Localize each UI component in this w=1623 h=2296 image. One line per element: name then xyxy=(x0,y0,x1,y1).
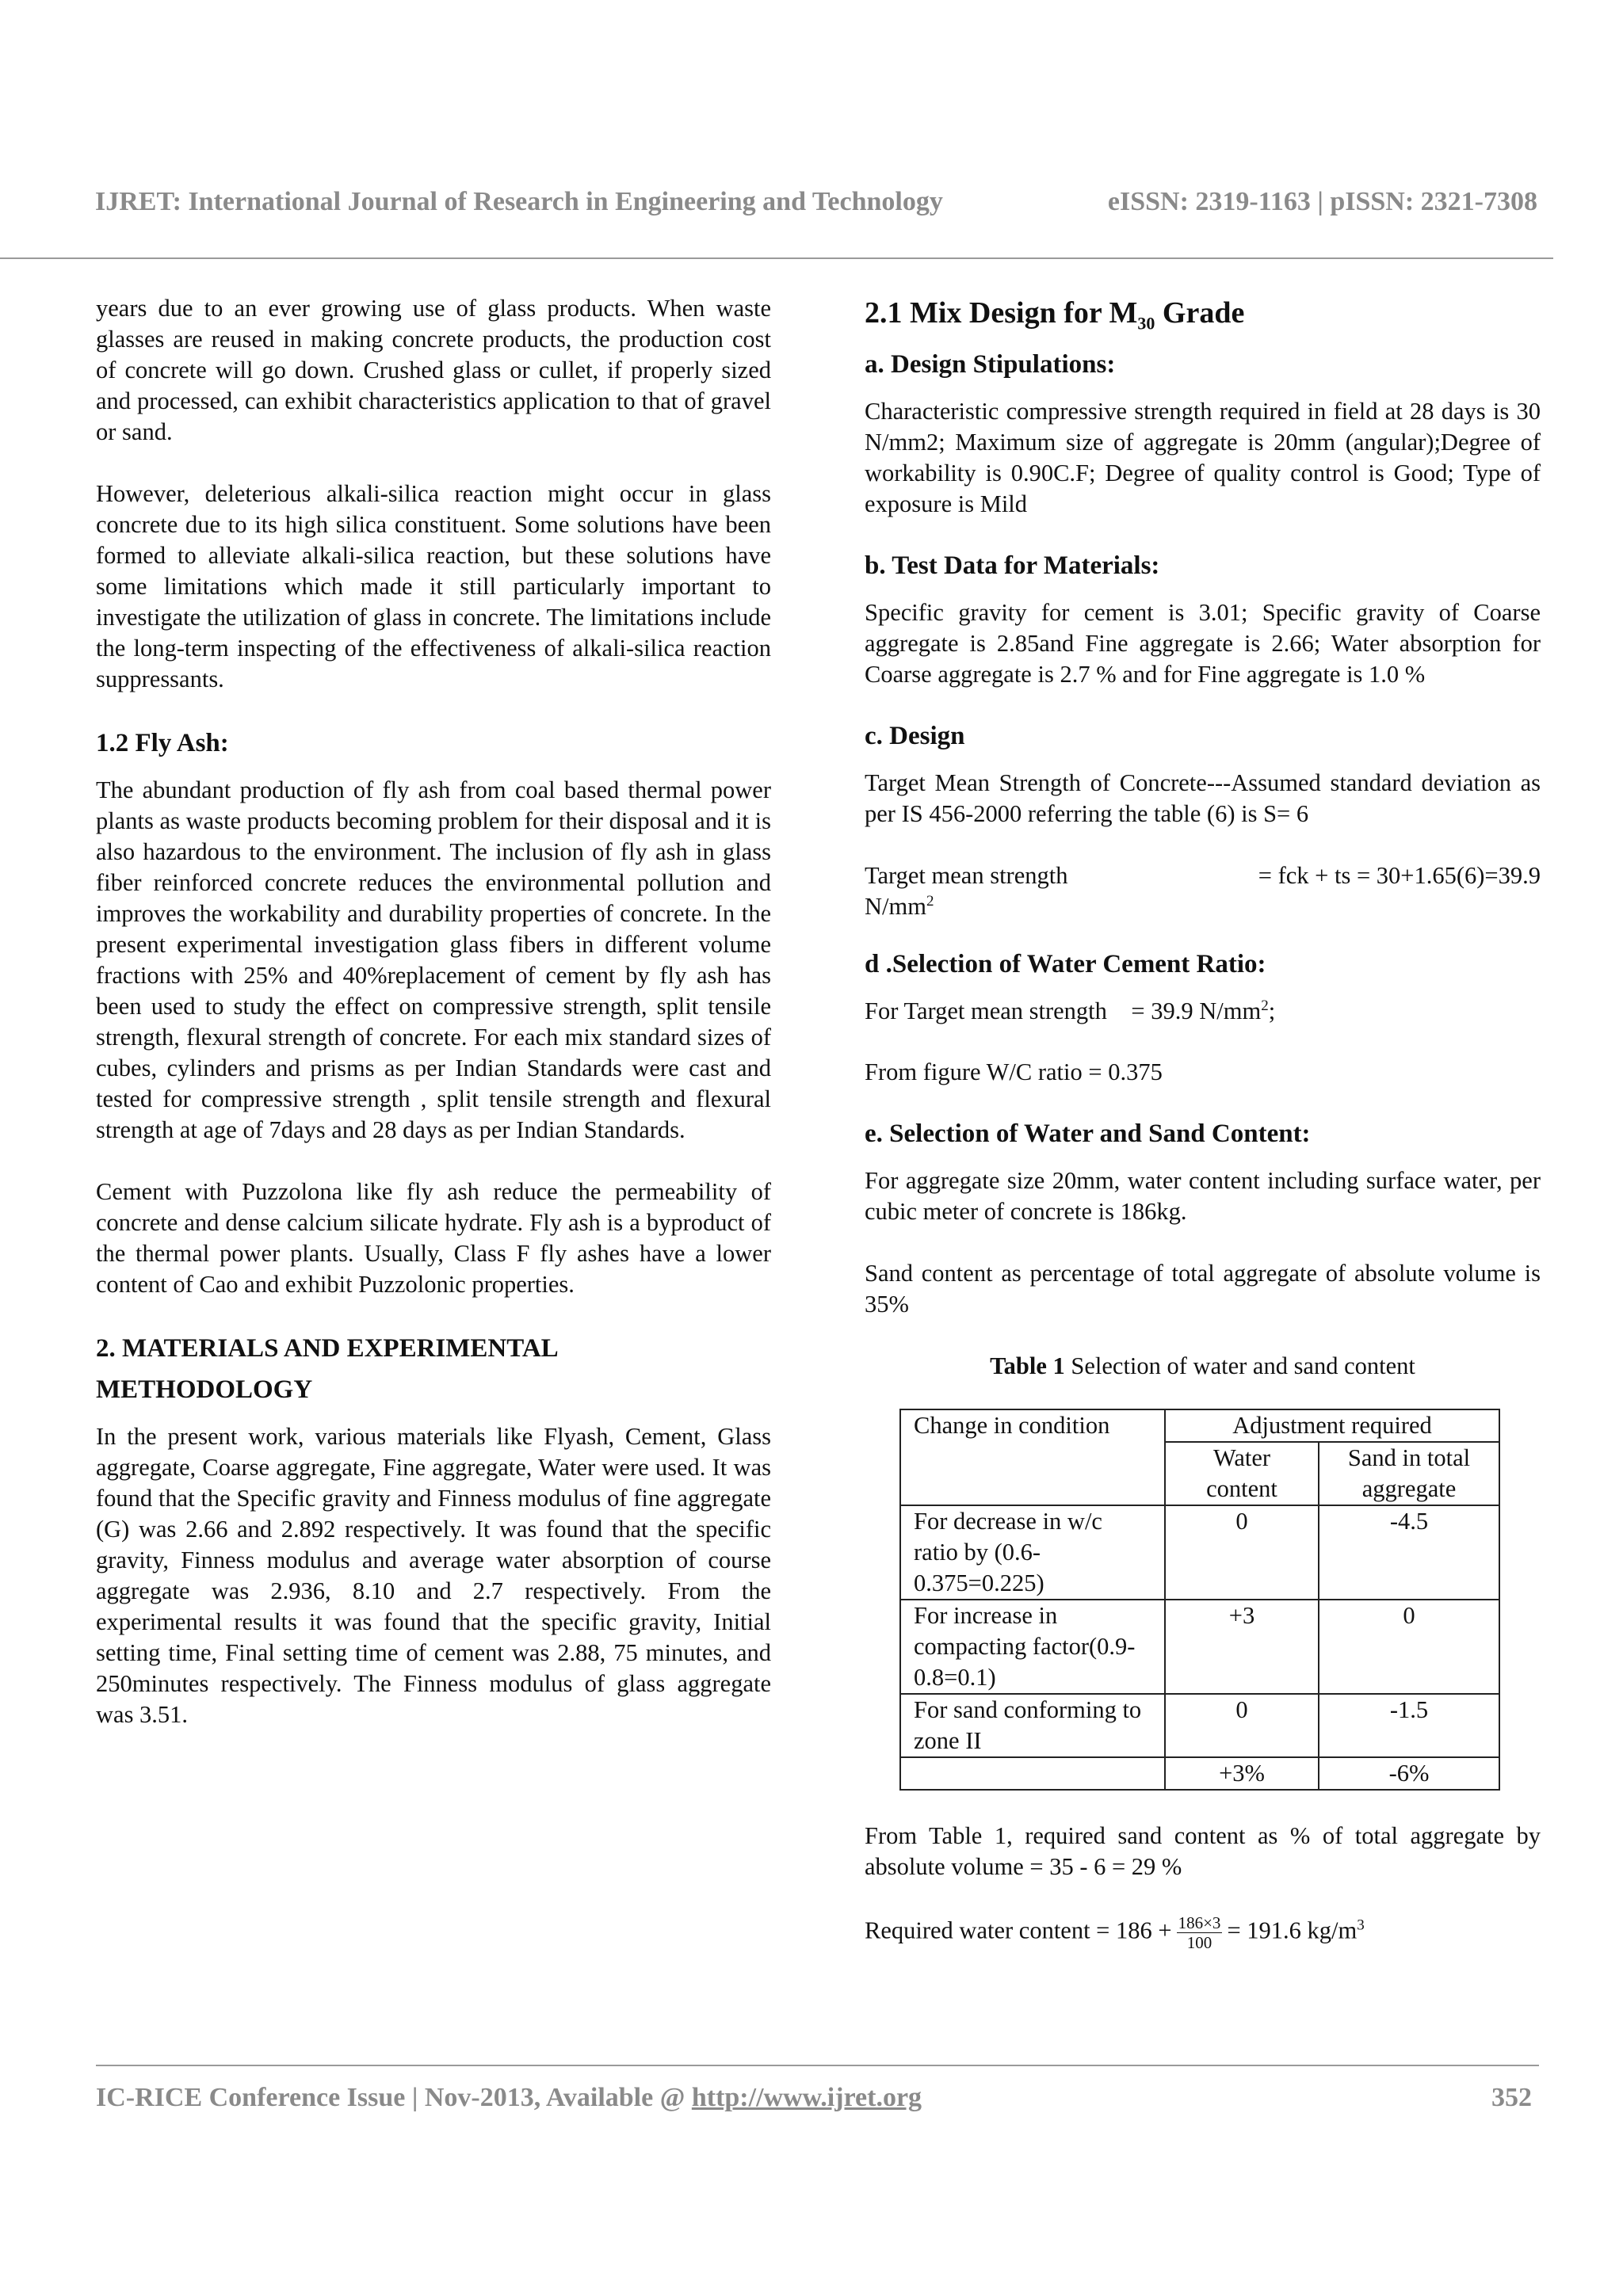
tms-label: Target mean strength xyxy=(865,862,1068,889)
paragraph-fly-ash: The abundant production of fly ash from coal based thermal power plants as waste products becoming problem for their disposal and it is also hazardous to the environment. The inclusion of fly ash in glass fiber reinforced concrete reduces the environmental pollution and improves the workability and durability properties of concrete. In the present experimental investigation glass fibers in different volume fractions with 25% and 40%replacement of cement by fly ash has been used to study the effect on compressive strength, split tensile strength, flexural strength of concrete. For each mix standard sizes of cubes, cylinders and prisms as per Indian Standards were cast and tested for compressive strength , split tensile strength and flexural strength at age of 7days and 28 days as per Indian Standards. xyxy=(96,776,771,1143)
table-cell-condition: For sand conforming to zone II xyxy=(900,1694,1165,1757)
table-cell-condition: For increase in compacting factor(0.9-0.8=0.1) xyxy=(900,1600,1165,1694)
heading-test-data: b. Test Data for Materials: xyxy=(865,551,1160,580)
heading-water-cement-ratio: d .Selection of Water Cement Ratio: xyxy=(865,950,1266,978)
heading-mix-design: 2.1 Mix Design for $M_{30}$ Grade xyxy=(865,296,1245,334)
table-header-water: Water content xyxy=(1165,1442,1319,1505)
issn-info: eISSN: 2319-1163 | pISSN: 2321-7308 xyxy=(1107,187,1537,216)
table-water-sand xyxy=(899,1409,1500,1791)
paragraph-required-sand: From Table 1, required sand content as % of total aggregate by absolute volume = 35 - 6 = 29 % xyxy=(865,1822,1541,1880)
paragraph-alkali-silica: However, deleterious alkali-silica reaction might occur in glass concrete due to its high silica constituent. Some solutions have been formed to alleviate alkali-silica reaction, but these solutions have some limitations which made it still particularly important to investigate the utilization of glass in concrete. The limitations include the long-term inspecting of the effectiveness of alkali-silica reaction suppressants. xyxy=(96,480,771,692)
paragraph-sand-content: Sand content as percentage of total aggregate of absolute volume is 35% xyxy=(865,1260,1541,1318)
heading-design: c. Design xyxy=(865,722,965,750)
heading-materials-line1: 2. MATERIALS AND EXPERIMENTAL xyxy=(96,1334,559,1363)
table-header-adjustment: Adjustment required xyxy=(1165,1409,1499,1442)
table-row xyxy=(900,1505,1499,1600)
table-cell-sand: -4.5 xyxy=(1319,1505,1499,1600)
tms-value: = fck + ts = 30+1.65(6)=39.9 xyxy=(1258,862,1541,889)
paragraph-target-mean: Target Mean Strength of Concrete---Assumed standard deviation as per IS 456-2000 referring the table (6) is S= 6 xyxy=(865,769,1541,827)
table-row xyxy=(900,1600,1499,1694)
table-caption: Table 1 Selection of water and sand content xyxy=(990,1352,1415,1379)
footer-divider xyxy=(96,2065,1539,2066)
paragraph-puzzolona: Cement with Puzzolona like fly ash reduce the permeability of concrete and dense calcium silicate hydrate. Fly ash is a byproduct of the thermal power plants. Usually, Class F fly ashes have a lower content of Cao and exhibit Puzzolonic properties. xyxy=(96,1178,771,1298)
paragraph-design-stipulations: Characteristic compressive strength required in field at 28 days is 30 N/mm2; Maximum size of aggregate is 20mm (angular);Degree of workability is 0.90C.F; Degree of quality control is Good; Type of exposure is Mild xyxy=(865,398,1541,517)
paragraph-materials: In the present work, various materials like Flyash, Cement, Glass aggregate, Coarse aggregate, Fine aggregate, Water were used. It was found that the Specific gravity and Finness modulus of fine aggregate (G) was 2.66 and 2.892 respectively. It was found that the specific gravity, Finness modulus and average water absorption of course aggregate was 2.936, 8.10 and 2.7 respectively. From the experimental results it was found that the specific gravity, Initial setting time, Final setting time of cement was 2.88, 75 minutes, and 250minutes respectively. The Finness modulus of glass aggregate was 3.51. xyxy=(96,1423,771,1728)
table-header-sand: Sand in total aggregate xyxy=(1319,1442,1499,1505)
required-water-equation: Required water content = 186 + $\frac{186\times 3}{100}$ = 191.6 $kg/m^3$ xyxy=(865,1913,1365,1952)
heading-fly-ash: 1.2 Fly Ash: xyxy=(96,729,229,757)
fraction: $\frac{186\times 3}{100}$ xyxy=(1178,1913,1221,1952)
journal-title: IJRET: International Journal of Research in Engineering and Technology xyxy=(95,187,943,216)
footer-link[interactable]: http://www.ijret.org xyxy=(691,2083,922,2112)
heading-materials-line2: METHODOLOGY xyxy=(96,1375,313,1404)
paragraph-test-data: Specific gravity for cement is 3.01; Specific gravity of Coarse aggregate is 2.85and Fine aggregate is 2.66; Water absorption for Coarse aggregate is 2.7 % and for Fine aggregate is 1.0 % xyxy=(865,599,1541,688)
left-column xyxy=(96,293,771,1730)
table-cell-water: 0 xyxy=(1165,1694,1319,1757)
footer-conference: IC-RICE Conference Issue | Nov-2013, Available @ http://www.ijret.org xyxy=(96,2083,922,2112)
heading-design-stipulations: a. Design Stipulations: xyxy=(865,350,1116,379)
wc-figure-line: From figure W/C ratio = 0.375 xyxy=(865,1058,1163,1085)
table-cell-condition xyxy=(900,1757,1165,1790)
right-column xyxy=(865,293,1541,1952)
tms-unit: $N/mm^2$ xyxy=(865,892,934,920)
paragraph-glass-reuse: years due to an ever growing use of glass products. When waste glasses are reused in making concrete products, the production cost of concrete will go down. Crushed glass or cullet, if properly sized and processed, can exhibit characteristics application to that of gravel or sand. xyxy=(96,295,771,445)
table-row-total xyxy=(900,1757,1499,1790)
target-mean-strength-line xyxy=(865,860,1541,891)
table-cell-sand: -6% xyxy=(1319,1757,1499,1790)
page-footer xyxy=(96,2083,1532,2113)
table-cell-water: +3 xyxy=(1165,1600,1319,1694)
table-cell-sand: 0 xyxy=(1319,1600,1499,1694)
heading-water-sand-content: e. Selection of Water and Sand Content: xyxy=(865,1119,1311,1148)
wc-target-line: For Target mean strength = 39.9 $N/mm^2$; xyxy=(865,997,1276,1024)
table-row xyxy=(900,1694,1499,1757)
table-cell-condition: For decrease in w/c ratio by (0.6-0.375=0.225) xyxy=(900,1505,1165,1600)
page-number: 352 xyxy=(1491,2083,1532,2112)
table-cell-water: 0 xyxy=(1165,1505,1319,1600)
table-header-change: Change in condition xyxy=(900,1409,1165,1505)
header-divider xyxy=(0,257,1553,259)
paragraph-water-content: For aggregate size 20mm, water content including surface water, per cubic meter of concrete is 186kg. xyxy=(865,1167,1541,1225)
table-cell-sand: -1.5 xyxy=(1319,1694,1499,1757)
page-header xyxy=(95,187,1537,217)
table-cell-water: +3% xyxy=(1165,1757,1319,1790)
